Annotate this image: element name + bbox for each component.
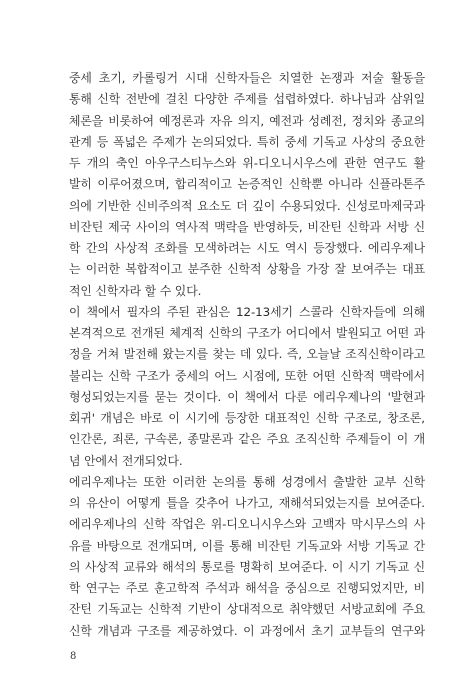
text-line: 학 연구는 주로 훈고학적 주석과 해석을 중심으로 진행되었지만, 비 bbox=[69, 581, 425, 595]
text-line: 의 사상적 교류와 해석의 통로를 명확히 보여준다. 이 시기 기독교 신 bbox=[69, 559, 425, 574]
text-line: 의 유산이 어떻게 틀을 갖추어 나가고, 재해석되었는지를 보여준다. bbox=[69, 496, 425, 510]
text-line: 정을 거쳐 발전해 왔는지를 찾는 데 있다. 즉, 오늘날 조직신학이라고 bbox=[69, 347, 425, 362]
text-line: 형성되었는지를 묻는 것이다. 이 책에서 다룬 에리우제나의 '발현과 bbox=[69, 389, 425, 404]
text-line: 유를 바탕으로 전개되며, 이를 통해 비잔틴 기독교와 서방 기독교 간 bbox=[69, 538, 425, 553]
text-line: 체론을 비롯하여 예정론과 자유 의지, 예전과 성례전, 정치와 종교의 bbox=[69, 113, 425, 128]
text-line: 발히 이루어졌으며, 합리적이고 논증적인 신학뿐 아니라 신플라톤주 bbox=[69, 177, 425, 192]
text-line: 잔틴 기독교는 신학적 기반이 상대적으로 취약했던 서방교회에 주요 bbox=[69, 602, 425, 617]
text-line: 의에 기반한 신비주의적 요소도 더 깊이 수용되었다. 신성로마제국과 bbox=[69, 198, 425, 213]
text-line: 두 개의 축인 아우구스티누스와 위-디오니시우스에 관한 연구도 활 bbox=[69, 156, 425, 170]
text-line: 인간론, 죄론, 구속론, 종말론과 같은 주요 조직신학 주제들이 이 개 bbox=[69, 432, 425, 447]
text-line: 관계 등 폭넓은 주제가 논의되었다. 특히 중세 기독교 사상의 중요한 bbox=[69, 134, 425, 149]
text-line: 불리는 신학 구조가 중세의 어느 시점에, 또한 어떤 신학적 맥락에서 bbox=[69, 368, 425, 383]
paragraph-3 bbox=[69, 472, 425, 642]
paragraph-2 bbox=[69, 302, 425, 472]
text-line: 학 간의 사상적 조화를 모색하려는 시도 역시 등장했다. 에리우제나 bbox=[69, 241, 425, 255]
paragraph-1 bbox=[69, 68, 425, 302]
text-line: 비잔틴 제국 사이의 역사적 맥락을 반영하듯, 비잔틴 신학과 서방 신 bbox=[69, 219, 425, 234]
text-line: 본격적으로 전개된 체계적 신학의 구조가 어디에서 발원되고 어떤 과 bbox=[69, 326, 425, 340]
text-line: 회귀' 개념은 바로 이 시기에 등장한 대표적인 신학 구조로, 창조론, bbox=[69, 411, 425, 425]
text-line: 통해 신학 전반에 걸친 다양한 주제를 섭렵하였다. 하나님과 삼위일 bbox=[69, 92, 425, 107]
page-number: 8 bbox=[70, 651, 77, 662]
text-line: 는 이러한 복합적이고 분주한 신학적 상황을 가장 잘 보여주는 대표 bbox=[69, 262, 425, 277]
body-text bbox=[69, 68, 425, 642]
text-line: 념 안에서 전개되었다. bbox=[69, 453, 183, 468]
text-line: 적인 신학자라 할 수 있다. bbox=[69, 283, 202, 298]
text-line: 중세 초기, 카롤링거 시대 신학자들은 치열한 논쟁과 저술 활동을 bbox=[69, 71, 425, 85]
text-line: 에리우제나의 신학 작업은 위-디오니시우스와 고백자 막시무스의 사 bbox=[69, 517, 425, 532]
text-line: 이 책에서 필자의 주된 관심은 12-13세기 스콜라 신학자들에 의해 bbox=[69, 304, 425, 319]
text-line: 신학 개념과 구조를 제공하였다. 이 과정에서 초기 교부들의 연구와 bbox=[69, 623, 425, 638]
text-line: 에리우제나는 또한 이러한 논의를 통해 성경에서 출발한 교부 신학 bbox=[69, 474, 425, 489]
